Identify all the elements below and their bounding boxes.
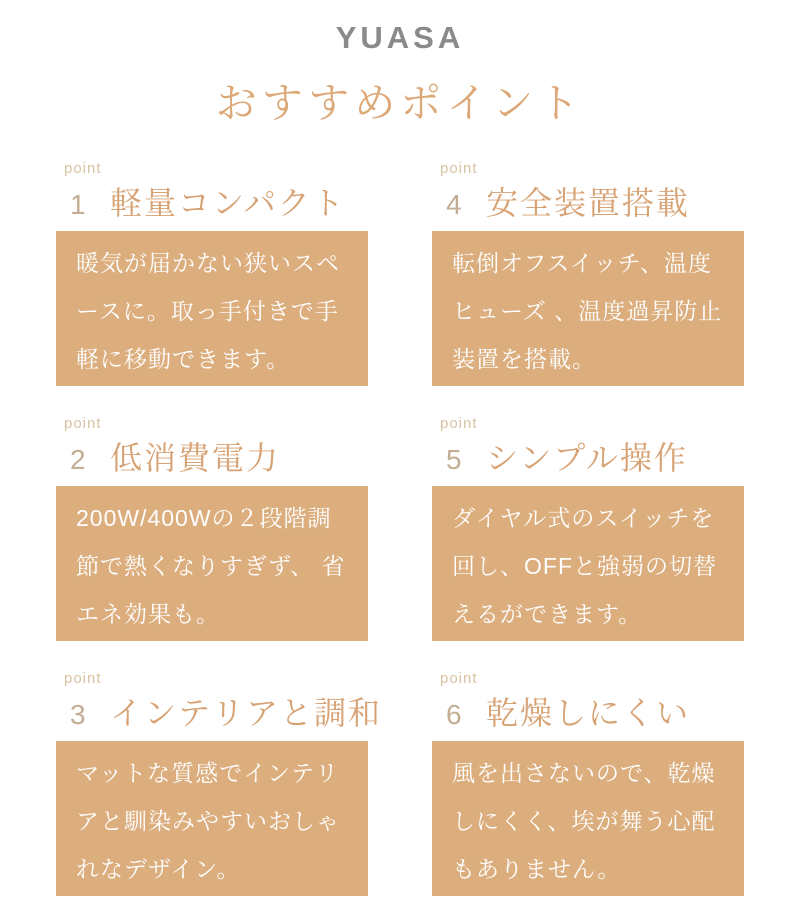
point-heading-row	[56, 433, 368, 476]
point-heading-row	[432, 688, 744, 731]
point-card-header	[56, 160, 368, 221]
point-description-box: 転倒オフスイッチ、温度ヒューズ 、温度過昇防止装置を搭載。	[432, 231, 744, 386]
point-heading-row	[432, 433, 744, 476]
point-heading: 低消費電力	[110, 440, 281, 476]
brand-logo: YUASA	[335, 20, 465, 55]
point-card-5	[432, 416, 744, 641]
point-card-header	[56, 415, 368, 476]
point-heading: 安全装置搭載	[486, 185, 691, 221]
point-description-box: 風を出さないので、乾燥しにくく、埃が舞う心配もありません。	[432, 741, 744, 896]
point-label: point	[64, 670, 102, 687]
point-description-box: 200W/400Wの２段階調節で熱くなりすぎず、 省エネ効果も。	[56, 486, 368, 641]
point-number: 1	[70, 189, 86, 220]
point-card-header	[432, 670, 744, 731]
point-label: point	[440, 160, 478, 177]
point-number: 4	[446, 189, 462, 220]
point-card-header	[432, 415, 744, 476]
point-description-box: ダイヤル式のスイッチを回し、OFFと強弱の切替えるができます。	[432, 486, 744, 641]
point-label: point	[440, 670, 478, 687]
point-heading-row	[56, 688, 383, 731]
point-heading: インテリアと調和	[110, 695, 383, 731]
point-heading: 乾燥しにくい	[486, 695, 691, 731]
points-grid	[56, 161, 744, 896]
point-label: point	[64, 160, 102, 177]
point-label: point	[440, 415, 478, 432]
point-heading-row	[56, 178, 368, 221]
point-heading: シンプル操作	[486, 440, 688, 476]
point-number: 6	[446, 699, 462, 730]
point-heading-row	[432, 178, 744, 221]
point-number: 5	[446, 444, 462, 475]
point-card-1	[56, 161, 368, 386]
point-description-box: マットな質感でインテリアと馴染みやすいおしゃれなデザイン。	[56, 741, 368, 896]
point-card-6	[432, 671, 744, 896]
point-number: 3	[70, 699, 86, 730]
point-card-4	[432, 161, 744, 386]
point-heading: 軽量コンパクト	[110, 185, 346, 221]
point-card-3	[56, 670, 383, 896]
point-card-header	[432, 160, 744, 221]
page-title: おすすめポイント	[215, 80, 585, 126]
point-card-header	[56, 670, 383, 731]
point-number: 2	[70, 444, 86, 475]
point-description-box: 暖気が届かない狭いスペースに。取っ手付きで手軽に移動できます。	[56, 231, 368, 386]
point-label: point	[64, 415, 102, 432]
point-card-2	[56, 416, 368, 641]
